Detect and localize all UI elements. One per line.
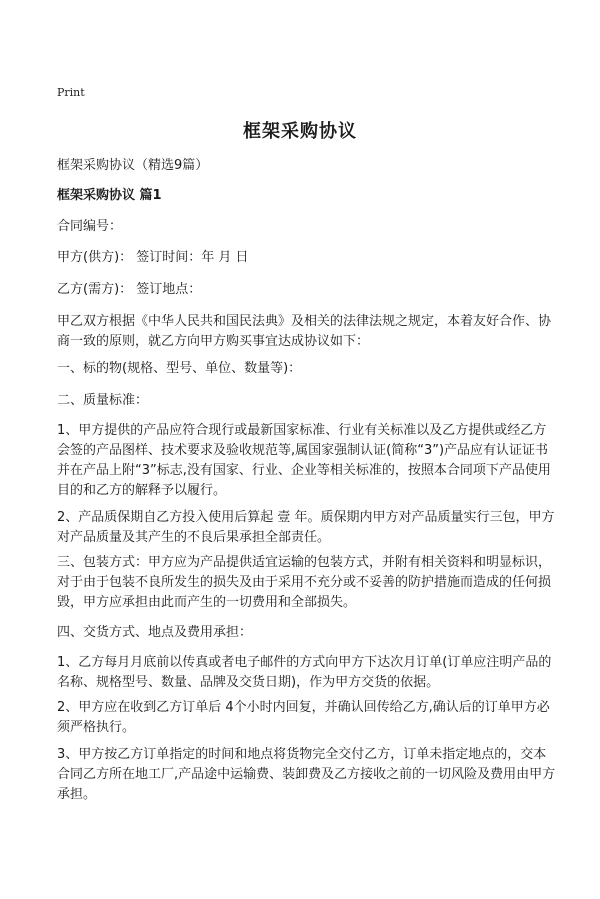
delivery-paragraph-2: 2、甲方应在收到乙方订单后 4个小时内回复，并确认回传给乙方,确认后的订单甲方必须严格执行。: [57, 700, 550, 735]
contract-number: 合同编号：: [57, 219, 123, 234]
document-subtitle: 框架采购协议（精选9篇）: [57, 158, 209, 173]
section-title: 框架采购协议 篇1: [57, 188, 162, 203]
print-label: Print: [57, 86, 85, 99]
party-b-line: 乙方(需方)： 签订地点：: [57, 282, 202, 297]
delivery-paragraph-1: 1、乙方每月月底前以传真或者电子邮件的方式向甲方下达次月订单(订单应注明产品的名称、规格型号、数量、品牌及交货日期)，作为甲方交货的依据。: [57, 655, 552, 690]
document-title: 框架采购协议: [243, 121, 357, 142]
party-a-line: 甲方(供方)： 签订时间：年 月 日: [57, 250, 249, 265]
delivery-paragraph-3: 3、甲方按乙方订单指定的时间和地点将货物完全交付乙方，订单未指定地点的，交本合同乙方所在地工厂,产品途中运输费、装卸费及乙方接收之前的一切风险及费用由甲方承担。: [57, 747, 556, 802]
quality-paragraph-1: 1、甲方提供的产品应符合现行或最新国家标准、行业有关标准以及乙方提供或经乙方会签的产品图样、技术要求及验收规范等,属国家强制认证(简称“3”)产品应有认证证书并在产品上附“3”标志,没有国家、行业、企业等相关标准的，按照本合同项下产品使用目的和乙方的解释予以履行。: [57, 423, 551, 498]
clause-subject-matter: 一、标的物(规格、型号、单位、数量等)：: [57, 361, 302, 376]
quality-paragraph-2: 2、产品质保期自乙方投入使用后算起 壹 年。质保期内甲方对产品质量实行三包，甲方对产品质量及其产生的不良后果承担全部责任。: [57, 510, 555, 545]
clause-quality-standard: 二、质量标准：: [57, 393, 149, 408]
packaging-paragraph: 三、包装方式：甲方应为产品提供适宜运输的包装方式，并附有相关资料和明显标识，对于由于包装不良所发生的损失及由于采用不充分或不妥善的防护措施而造成的任何损毁，甲方应承担由此而产生的一切费用和全部损失。: [57, 555, 552, 610]
clause-delivery: 四、交货方式、地点及费用承担：: [57, 625, 253, 640]
intro-paragraph: 甲乙双方根据《中华人民共和国民法典》及相关的法律法规之规定，本着友好合作、协商一致的原则，就乙方向甲方购买事宜达成协议如下：: [57, 314, 552, 349]
